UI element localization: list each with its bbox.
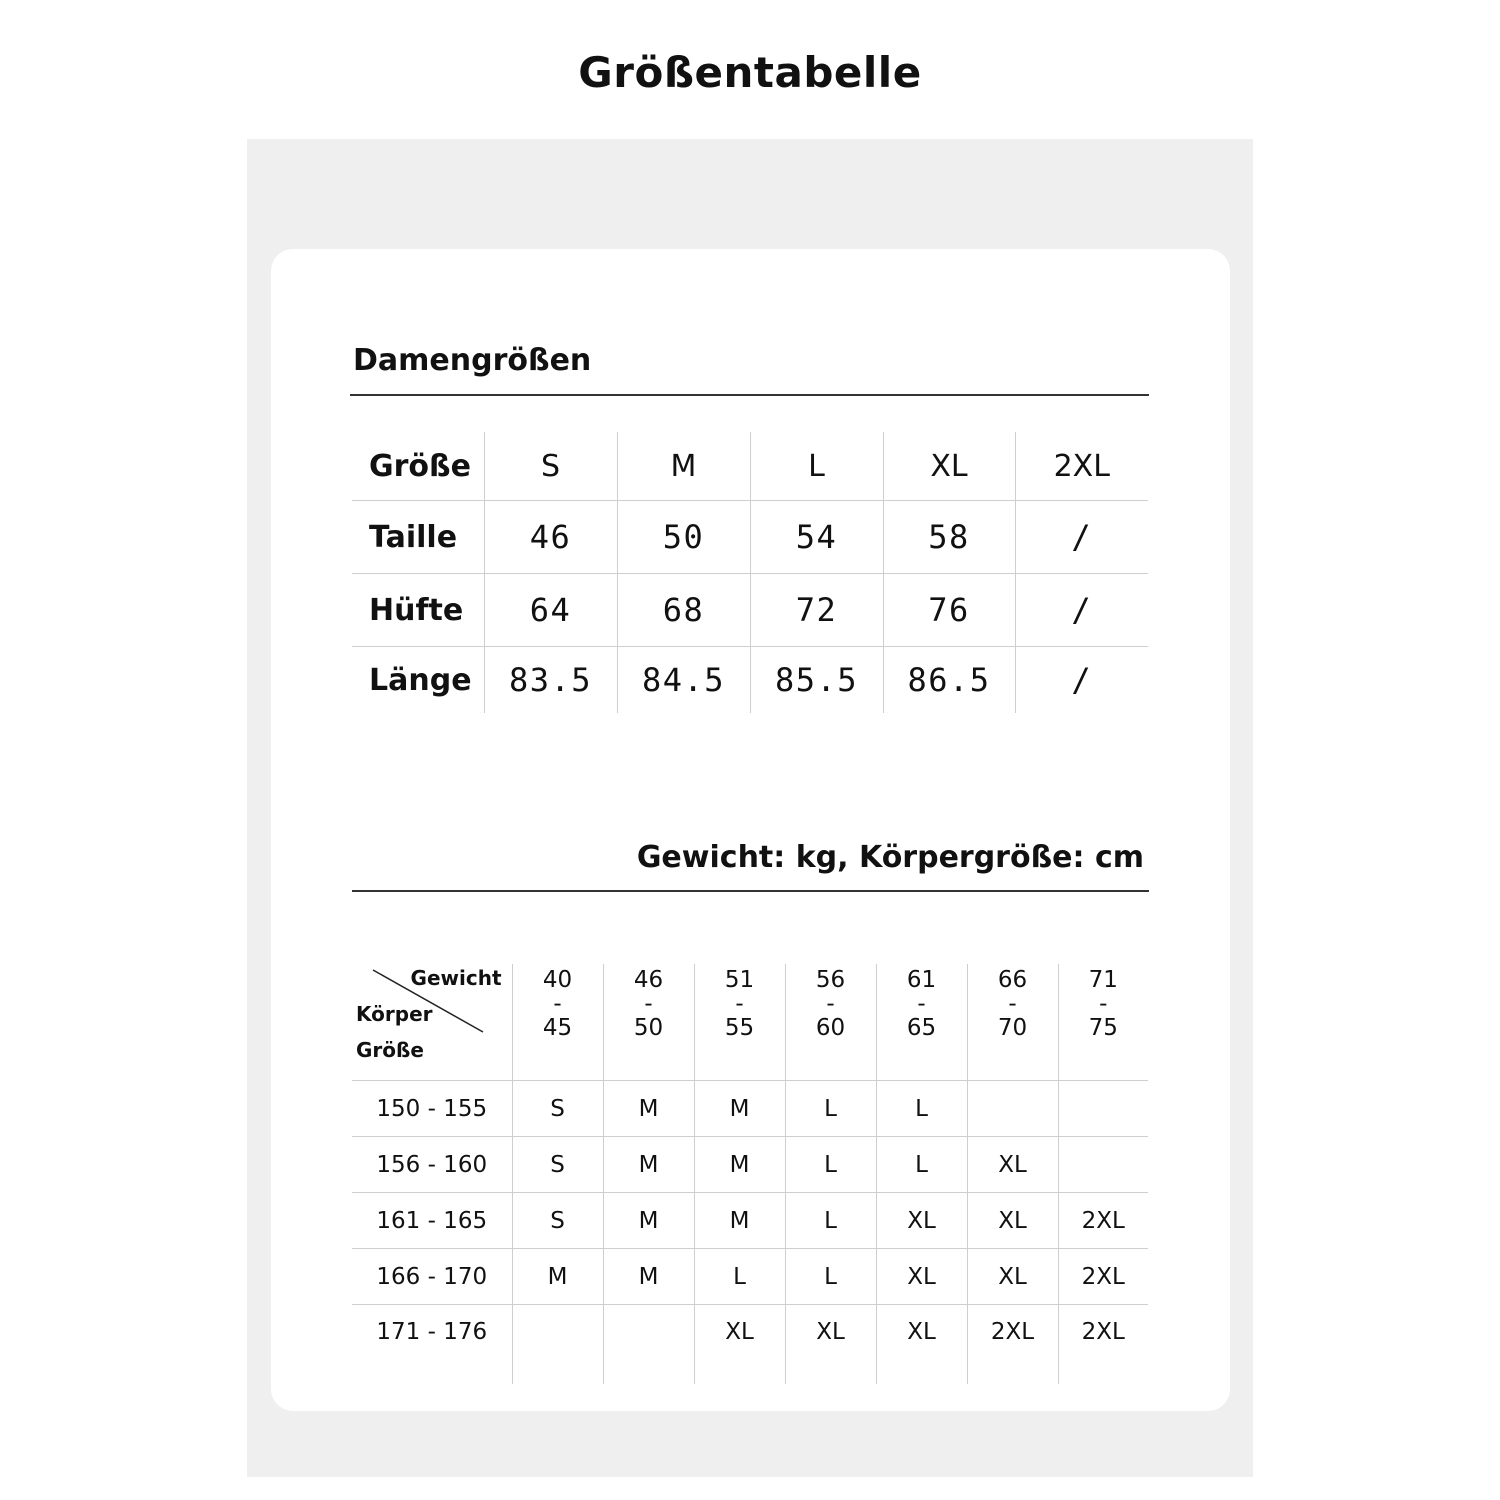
- weight-range-header: 40 - 45: [512, 964, 603, 1081]
- table-cell: [603, 1305, 694, 1385]
- table-row: [352, 574, 1148, 647]
- table-cell: M: [694, 1081, 785, 1137]
- table-cell: L: [785, 1081, 876, 1137]
- table-cell: L: [785, 1249, 876, 1305]
- table-cell: M: [603, 1193, 694, 1249]
- corner-label-height: Größe: [356, 1038, 424, 1062]
- table-cell: 86.5: [883, 647, 1015, 714]
- table-cell: 2XL: [1058, 1249, 1148, 1305]
- table-cell: M: [512, 1249, 603, 1305]
- table-cell: XL: [967, 1249, 1058, 1305]
- corner-header: [352, 964, 512, 1081]
- table-cell: [512, 1305, 603, 1385]
- row-label-laenge: Länge: [352, 647, 484, 714]
- weight-range-header: 66 - 70: [967, 964, 1058, 1081]
- table-cell: [1058, 1137, 1148, 1193]
- weight-range-header: 61 - 65: [876, 964, 967, 1081]
- table-row: [352, 501, 1148, 574]
- corner-label-weight: Gewicht: [410, 966, 502, 990]
- table-row: [352, 1249, 1148, 1305]
- table-cell: 84.5: [617, 647, 750, 714]
- table-cell: XL: [876, 1249, 967, 1305]
- table-cell: S: [512, 1137, 603, 1193]
- weight-range-header: 46 - 50: [603, 964, 694, 1081]
- row-label-taille: Taille: [352, 501, 484, 574]
- table-row: [352, 1137, 1148, 1193]
- table-row: [352, 1081, 1148, 1137]
- table-row: [352, 1193, 1148, 1249]
- table-cell: L: [876, 1137, 967, 1193]
- header-label-groesse: Größe: [369, 448, 471, 484]
- table-cell: 68: [617, 574, 750, 647]
- size-header: XL: [883, 432, 1015, 501]
- size-header: M: [617, 432, 750, 501]
- table-cell: M: [603, 1249, 694, 1305]
- table-row: [352, 1305, 1148, 1385]
- table-cell: XL: [967, 1137, 1058, 1193]
- table-cell: XL: [694, 1305, 785, 1385]
- table-cell: 83.5: [484, 647, 617, 714]
- table-cell: XL: [876, 1193, 967, 1249]
- size-measurements-table: [352, 432, 1148, 713]
- corner-label-body: Körper: [356, 1002, 433, 1026]
- table-cell: M: [603, 1081, 694, 1137]
- table-cell: L: [694, 1249, 785, 1305]
- section-title-units: Gewicht: kg, Körpergröße: cm: [636, 840, 1144, 875]
- table-cell: 2XL: [967, 1305, 1058, 1385]
- section-divider: [350, 394, 1149, 396]
- section-divider: [352, 890, 1149, 892]
- height-range-label: 150 - 155: [352, 1081, 512, 1137]
- table-cell: XL: [876, 1305, 967, 1385]
- table-cell: L: [876, 1081, 967, 1137]
- row-label-huefte: Hüfte: [352, 574, 484, 647]
- table-cell: /: [1015, 647, 1148, 714]
- height-range-label: 166 - 170: [352, 1249, 512, 1305]
- height-range-label: 161 - 165: [352, 1193, 512, 1249]
- table-cell: XL: [967, 1193, 1058, 1249]
- table-cell: S: [512, 1081, 603, 1137]
- table-cell: 64: [484, 574, 617, 647]
- weight-range-header: 56 - 60: [785, 964, 876, 1081]
- size-header: S: [484, 432, 617, 501]
- table-cell: S: [512, 1193, 603, 1249]
- table-cell: L: [785, 1137, 876, 1193]
- size-header: 2XL: [1015, 432, 1148, 501]
- table-cell: 85.5: [750, 647, 883, 714]
- table-cell: M: [603, 1137, 694, 1193]
- size-header: L: [750, 432, 883, 501]
- table-cell: 2XL: [1058, 1305, 1148, 1385]
- table-cell: L: [785, 1193, 876, 1249]
- weight-range-header: 71 - 75: [1058, 964, 1148, 1081]
- table-cell: 58: [883, 501, 1015, 574]
- table-cell: 46: [484, 501, 617, 574]
- table-cell: [1058, 1081, 1148, 1137]
- size-recommendation-table: [352, 964, 1148, 1384]
- table-cell: /: [1015, 501, 1148, 574]
- table-cell: 54: [750, 501, 883, 574]
- height-range-label: 171 - 176: [352, 1305, 512, 1385]
- weight-range-header: 51 - 55: [694, 964, 785, 1081]
- height-range-label: 156 - 160: [352, 1137, 512, 1193]
- table-cell: 76: [883, 574, 1015, 647]
- table-cell: M: [694, 1193, 785, 1249]
- table-cell: M: [694, 1137, 785, 1193]
- table-cell: XL: [785, 1305, 876, 1385]
- table-cell: [967, 1081, 1058, 1137]
- table-row: [352, 432, 1148, 501]
- section-title-damengroessen: Damengrößen: [353, 343, 592, 378]
- table-row: [352, 647, 1148, 714]
- table-cell: 50: [617, 501, 750, 574]
- page-title: Größentabelle: [578, 48, 922, 97]
- table-header-row: [352, 964, 1148, 1081]
- table-cell: /: [1015, 574, 1148, 647]
- table-cell: 72: [750, 574, 883, 647]
- table-cell: 2XL: [1058, 1193, 1148, 1249]
